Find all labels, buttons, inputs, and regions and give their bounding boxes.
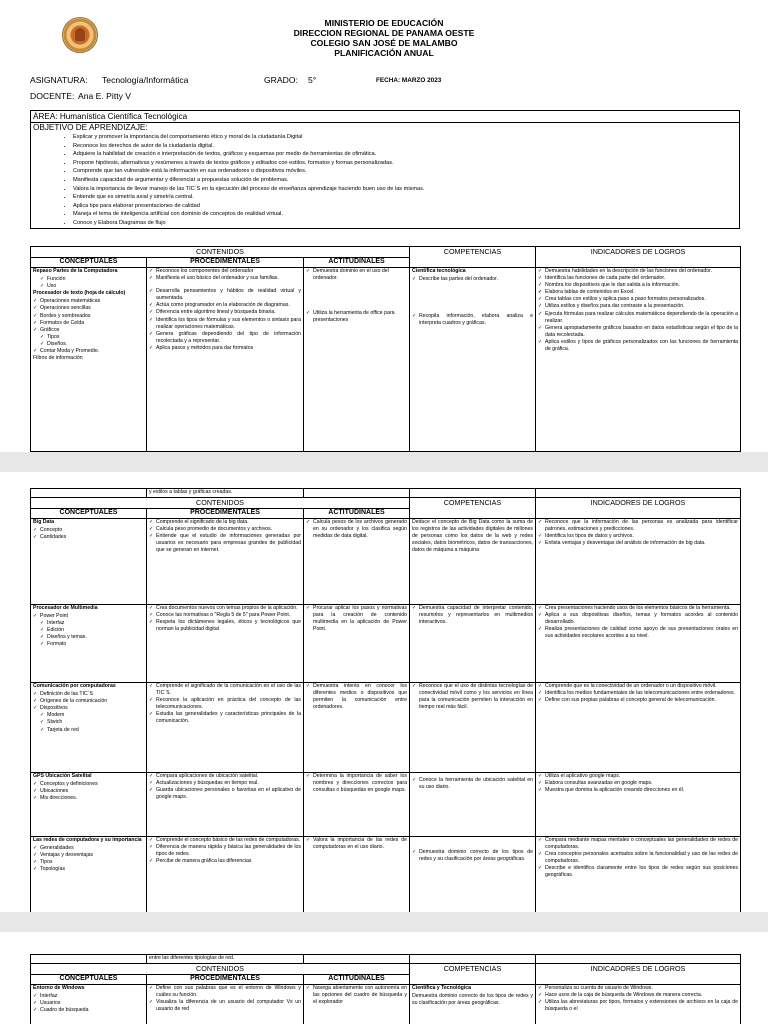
area-line: ÁREA: Humanística Científica Tecnológica — [31, 111, 739, 123]
table-row — [31, 985, 741, 1024]
list-item: ✓ Power Point — [33, 613, 144, 620]
list-item: ✓ Diseños. — [33, 341, 144, 348]
competencias-cell — [410, 985, 536, 1024]
competencias-cell — [410, 683, 536, 773]
list-item: ✓ Reconoce la aplicación en práctica del concepto de las telecomunicaciones. — [149, 697, 301, 711]
competencia-title: Científica y Tecnológica — [412, 985, 471, 991]
table-row — [31, 773, 741, 837]
conceptuales-cell — [31, 268, 147, 452]
list-item: ✓ Valora la importancia de las redes de computadoras en el uso diario. — [306, 837, 407, 851]
list-item: ✓ Compara mediante mapas mentales o conceptuales las generalidades de redes de computadoras. — [538, 837, 738, 851]
competencias-cell — [410, 268, 536, 452]
list-item: ✓ Elabora consultas avanzadas en google maps. — [538, 780, 738, 787]
list-item: ✓ Reconoce los componentes del ordenador — [149, 268, 301, 275]
header-line-4: PLANIFICACIÓN ANUAL — [334, 48, 434, 58]
procedimentales-cell — [147, 683, 304, 773]
topic-title: GPS Ubicación Satelital — [33, 773, 92, 779]
topic-title: Entorno de Windows — [33, 985, 85, 991]
list-item: ✓ Modem — [33, 712, 144, 719]
plan-table-1 — [30, 246, 741, 452]
list-item: ✓ Comprende el concepto básico de las redes de computadoras. — [149, 837, 301, 844]
list-item: ✓ Tarjeta de red — [33, 727, 144, 734]
list-item: ✓ Describe e identifica claramente entre los tipos de redes según sus posiciones geográficas. — [538, 865, 738, 879]
procedimentales-cell — [147, 985, 304, 1024]
document-header — [0, 18, 768, 58]
table-row — [31, 683, 741, 773]
list-item: ✓ Demuestra habilidades en la descripción de las funciones del ordenador. — [538, 268, 738, 275]
actitudinales-cell — [304, 683, 410, 773]
list-item: ✓ Desarrolla pensamientos y hábitos de realidad virtual y aumentada. — [149, 288, 301, 302]
list-item: ✓ Calcula pesos de los archivos generado en su ordenador y los clasifica según medidas de data digital. — [306, 519, 407, 540]
list-item: ✓ Demuestra interés en conocer los diferentes medios o dispositivos que permiten la comunicación entre ordenadores. — [306, 683, 407, 711]
procedimentales-cell — [147, 773, 304, 837]
list-item: ✓ Reconoce que la información de las personas es analizada para identificar patrones, estimaciones y predicciones. — [538, 519, 738, 533]
table-row — [31, 605, 741, 683]
actitudinales-cell — [304, 773, 410, 837]
indicadores-cell — [536, 605, 741, 683]
objetivo-item: • Explicar y promover la importancia del comportamiento ético y moral de la ciudadanía Digital — [73, 133, 739, 142]
topic-title: Comunicación por computadoras — [33, 683, 116, 689]
list-item: ✓ Dispositivos — [33, 705, 144, 712]
objetivo-item: • Entiende que es simetría axial y simetría central. — [73, 193, 739, 202]
list-item: ✓ Utiliza las abreviaturas por tipos, formatos y extensiones de archivos en la caja de búsqueda o el — [538, 999, 738, 1013]
list-item: ✓ Diferencia entre algoritmo lineal y búsqueda binaria. — [149, 309, 301, 316]
list-item: ✓ Genera gráficas dependiendo del tipo de información recolectada y a representar. — [149, 331, 301, 345]
conceptuales-head: CONCEPTUALES — [31, 509, 147, 519]
list-item: ✓ Identifica los medios fundamentales de las telecomunicaciones entre ordenadores. — [538, 690, 738, 697]
conceptuales-head: CONCEPTUALES — [31, 975, 147, 985]
list-item: ✓ Definición de las TIC´S — [33, 691, 144, 698]
conceptuales-cell — [31, 519, 147, 605]
plan-table-2 — [30, 488, 741, 912]
indicadores-cell — [536, 519, 741, 605]
indicadores-cell — [536, 985, 741, 1024]
list-item: ✓ Entiende que el estudio de informaciones generadas por usuarios es necesario para empresas grandes de publicidad que se generan en internet. — [149, 533, 301, 554]
actitudinales-head: ACTITUDINALES — [304, 258, 410, 268]
conceptuales-cell — [31, 683, 147, 773]
list-item: ✓ Identifica los tipos de datos y archivos. — [538, 533, 738, 540]
objetivos-list — [31, 133, 739, 228]
asignatura-label: ASIGNATURA: — [30, 75, 88, 85]
competencias-head: COMPETENCIAS — [410, 498, 536, 519]
grado-label: GRADO: — [264, 75, 298, 85]
actitudinales-cell — [304, 605, 410, 683]
list-item: ✓ Ubicaciones — [33, 788, 144, 795]
list-item: ✓ Reconoce que el uso de distintas tecnologías de conectividad móvil como y los servicios en línea para la comunicación permiten la interacción en tiempo real más fácil. — [412, 683, 533, 711]
list-item: ✓ Aplica pasos y métodos para dar formatos — [149, 345, 301, 352]
objetivo-item: • Maneja el tema de inteligencia artificial con dominio de conceptos de realidad virtual. — [73, 210, 739, 219]
list-item: ✓ Tipos — [33, 859, 144, 866]
indicadores-cell — [536, 773, 741, 837]
list-item: ✓ Bordes y sombreados — [33, 313, 144, 320]
list-item: ✓ Uso — [33, 283, 144, 290]
list-item: ✓ Actúa como programador en la elaboración de diagramas. — [149, 302, 301, 309]
list-item: ✓ Describe las partes del ordenador. — [412, 276, 533, 283]
topic-title: Big Data — [33, 519, 55, 525]
procedimentales-cell — [147, 268, 304, 452]
competencia-text: Demuestra dominio correcto de los tipos de redes y su clasificación por áreas geográficas. — [412, 993, 533, 1007]
contenidos-head: CONTENIDOS — [31, 247, 410, 258]
list-item: ✓ Conoce la herramienta de ubicación satelital en su uso diario. — [412, 777, 533, 791]
list-item: ✓ Personaliza su cuenta de usuario de Windows. — [538, 985, 738, 992]
conceptuales-cell — [31, 773, 147, 837]
list-item: ✓ Visualiza la diferencia de un usuario del computador Vs un usuario de red — [149, 999, 301, 1013]
list-item: ✓ Comprende que es la conectividad de un ordenador o un dispositivo móvil. — [538, 683, 738, 690]
list-item: ✓ Crea tablas con estilos y aplica paso a paso formatos personalizados. — [538, 296, 738, 303]
list-item: ✓ Stwich — [33, 719, 144, 726]
indicadores-head: INDICADORES DE LOGROS — [536, 247, 741, 268]
objetivo-item: • Aplica tips para elaborar presentaciones de calidad — [73, 202, 739, 211]
objetivo-title: OBJETIVO DE APRENDIZAJE: — [33, 123, 148, 132]
list-item: ✓ Demuestra dominio correcto de los tipos de redes y su clasificación por áreas geográficas. — [412, 849, 533, 863]
indicadores-cell — [536, 683, 741, 773]
docente-label: DOCENTE: — [30, 91, 75, 101]
asignatura-value: Tecnología/Informática — [102, 75, 189, 85]
list-item: ✓ Genera apropiadamente gráficos basados en datos estadísticas según el tipo de la data recolectada. — [538, 325, 738, 339]
list-item: ✓ Determina la importancia de saber los nombres y direcciones correctos para consultas o búsquedas en google maps. — [306, 773, 407, 794]
list-item: ✓ Guarda ubicaciones personales o favoritas en el aplicativo de google maps. — [149, 787, 301, 801]
competencias-cell: Deduce el concepto de Big Data como la suma de los registros de las actividades digitales de millones de personas como los datos de la web y redes sociales, datos biométricos, datos de transacciones, datos de máquina a máquina — [410, 519, 536, 605]
list-item: ✓ Diferencia de manera rápida y básica las generalidades de los tipos de redes. — [149, 844, 301, 858]
topic-title: Procesador de Multimedia — [33, 605, 98, 611]
competencias-cell — [410, 605, 536, 683]
list-item: ✓ Define con sus propias palabras el concepto general de telecomunicación. — [538, 697, 738, 704]
list-item: ✓ Formatos de Celda — [33, 320, 144, 327]
list-item: ✓ Usuarios — [33, 1000, 144, 1007]
list-item: ✓ Utiliza la herramienta de office para presentaciones — [306, 310, 407, 324]
objetivo-item: • Reconoce los derechos de autor de la ciudadanía digital. — [73, 142, 739, 151]
list-item: ✓ Tipos — [33, 334, 144, 341]
list-item: ✓ Recopila información, elabora analiza e interpreta cuadros y gráficas. — [412, 313, 533, 327]
page-3 — [0, 932, 768, 1024]
list-item: ✓ Crea documentos nuevos con temas propios de la aplicación. — [149, 605, 301, 612]
list-item: ✓ Conoce las normativas o "Regla 5 de 5" para Power Point. — [149, 612, 301, 619]
header-line-3: COLEGIO SAN JOSÉ DE MALAMBO — [310, 38, 458, 48]
list-item: ✓ Identifica los tipos de fórmulas y sus elementos o sintaxis para realizar operaciones matemáticas. — [149, 317, 301, 331]
list-item: ✓ Ventajas y desventajas — [33, 852, 144, 859]
list-item: ✓ Crea conceptos personales acertados sobre la funcionalidad y uso de las redes de computadoras. — [538, 851, 738, 865]
list-item: ✓ Formato — [33, 641, 144, 648]
actitudinales-head: ACTITUDINALES — [304, 509, 410, 519]
list-item: ✓ Navega abiertamente con autonomía en las opciones del cuadro de búsqueda y el explorador — [306, 985, 407, 1006]
list-item: ✓ Cuadro de búsqueda — [33, 1007, 144, 1014]
list-item: ✓ Orígenes de la comunicación — [33, 698, 144, 705]
objetivo-item: • Propone hipótesis, alternativas y resúmenes a través de textos gráficos y editados con estilos, formatos y formas personalizadas. — [73, 159, 739, 168]
list-item: ✓ Contar Moda y Promedio. — [33, 348, 144, 355]
list-item: ✓ Edición — [33, 627, 144, 634]
objetivo-item: • Conoce y Elabora Diagramas de flujo — [73, 219, 739, 228]
competencia-title: Científica tecnológica — [412, 268, 466, 274]
page-2 — [0, 472, 768, 912]
list-item: ✓ Cantidades — [33, 534, 144, 541]
list-item: ✓ Actualizaciones y búsquedas en tiempo real. — [149, 780, 301, 787]
list-item: ✓ Realiza presentaciones de calidad como apoyo de sus presentaciones orales en sus actividades escolares acordes a su nivel. — [538, 626, 738, 640]
actitudinales-cell — [304, 837, 410, 913]
list-item: ✓ Estudia las generalidades y características principales de la comunicación. — [149, 711, 301, 725]
list-item: ✓ Diseños y temas. — [33, 634, 144, 641]
area-box — [30, 110, 740, 229]
list-item: ✓ Conceptos y definiciones — [33, 781, 144, 788]
procedimentales-head: PROCEDIMENTALES — [147, 258, 304, 268]
list-item: ✓ Concepto — [33, 527, 144, 534]
indicadores-head: INDICADORES DE LOGROS — [536, 498, 741, 519]
topic-title: Repaso Partes de la Computadora — [33, 268, 118, 274]
list-item: ✓ Aplica estilos y tipos de gráficos personalizados con las funciones de herramienta de gráfica. — [538, 339, 738, 353]
fecha: FECHA: MARZO 2023 — [376, 77, 442, 84]
list-item: ✓ Interfaz — [33, 993, 144, 1000]
contenidos-head: CONTENIDOS — [31, 498, 410, 509]
procedimentales-head: PROCEDIMENTALES — [147, 509, 304, 519]
list-item: ✓ Identifica las funciones de cada parte del ordenador. — [538, 275, 738, 282]
header-line-1: MINISTERIO DE EDUCACIÓN — [324, 18, 444, 28]
indicadores-cell — [536, 837, 741, 913]
actitudinales-cell — [304, 519, 410, 605]
list-item: ✓ Interfaz — [33, 620, 144, 627]
topic-extra: Filtros de información — [33, 355, 83, 362]
header-line-2: DIRECCION REGIONAL DE PANAMA OESTE — [293, 28, 475, 38]
list-item: ✓ Utiliza el aplicativo google maps. — [538, 773, 738, 780]
list-item: ✓ Operaciones matemáticas — [33, 298, 144, 305]
list-item: ✓ Gráficos — [33, 327, 144, 334]
page-1 — [0, 0, 768, 452]
list-item: ✓ Enlista ventajas y desventajas del análisis de información de big data. — [538, 540, 738, 547]
list-item: ✓ Nombra los dispositivos que le dan salida a la información. — [538, 282, 738, 289]
list-item: ✓ Comprende el significado de la comunicación en el uso de las TIC´S. — [149, 683, 301, 697]
competencias-head: COMPETENCIAS — [410, 247, 536, 268]
list-item: ✓ Topologías — [33, 866, 144, 873]
list-item: ✓ Utiliza estilos y diseños para dar contraste a la presentación. — [538, 303, 738, 310]
procedimentales-cell — [147, 519, 304, 605]
conceptuales-head: CONCEPTUALES — [31, 258, 147, 268]
carry-over-text: y estilos a tablas y gráficas creadas. — [147, 489, 304, 498]
procedimentales-head: PROCEDIMENTALES — [147, 975, 304, 985]
list-item: ✓ Elabora tablas de contenidos en Excel. — [538, 289, 738, 296]
actitudinales-cell — [304, 985, 410, 1024]
grado-value: 5° — [308, 75, 317, 85]
list-item: ✓ Demuestra capacidad de interpretar contenido, resumirlos y representarlos en multimedios interactivos. — [412, 605, 533, 626]
list-item: ✓ Aplica a sus dispositivas diseños, temas y formatos acordes al contenido desarrollado. — [538, 612, 738, 626]
conceptuales-cell — [31, 837, 147, 913]
docente-value: Ana E. Pitty V — [78, 91, 132, 101]
list-item: ✓ Mis direcciones. — [33, 795, 144, 802]
list-item: ✓ Generalidades — [33, 845, 144, 852]
objetivo-item: • Comprende que tan vulnerable está la información en sus ordenadores o dispositivos móviles. — [73, 167, 739, 176]
plan-table-3 — [30, 954, 741, 1024]
procedimentales-cell — [147, 837, 304, 913]
list-item: ✓ Comprende el significado de la big data. — [149, 519, 301, 526]
list-item: ✓ Respeta los dictámenes legales, éticos y tecnológicos que norman la publicidad digital — [149, 619, 301, 633]
competencias-cell — [410, 773, 536, 837]
table-row — [31, 837, 741, 913]
list-item: ✓ Hace usos de la caja de búsqueda de Windows de manera correcta. — [538, 992, 738, 999]
list-item: ✓ Muestra que domina la aplicación creando direcciones en él. — [538, 787, 738, 794]
actitudinales-cell — [304, 268, 410, 452]
list-item: ✓ Calcula peso promedio de documentos y archivos. — [149, 526, 301, 533]
list-item: ✓ Ejecuta fórmulas para realizar cálculos matemáticos dependiendo de la operación a realizar. — [538, 311, 738, 325]
list-item: ✓ Compara aplicaciones de ubicación satelital. — [149, 773, 301, 780]
conceptuales-cell — [31, 985, 147, 1024]
list-item: ✓ Operaciones sencillas — [33, 305, 144, 312]
list-item: ✓ Crea presentaciones haciendo usos de los elementos básicos de la herramienta. — [538, 605, 738, 612]
conceptuales-cell — [31, 605, 147, 683]
topic-title: Procesador de texto (hoja de cálculo) — [33, 290, 126, 297]
competencias-head: COMPETENCIAS — [410, 964, 536, 985]
topic-title: Las redes de computadora y su importancia — [33, 837, 142, 843]
list-item: ✓ Manifiesta el uso básico del ordenador y sus familias. — [149, 275, 301, 282]
contenidos-head: CONTENIDOS — [31, 964, 410, 975]
objetivo-item: • Manifiesta capacidad de argumentar y diferenciar a propuestas solución de problemas. — [73, 176, 739, 185]
actitudinales-head: ACTITUDINALES — [304, 975, 410, 985]
list-item: ✓ Define con sus palabras que es el entorno de Windows y cuáles su función. — [149, 985, 301, 999]
indicadores-cell — [536, 268, 741, 452]
list-item: ✓ Función — [33, 276, 144, 283]
carry-over-text: entre las diferentes tipologías de red. — [147, 955, 304, 964]
indicadores-head: INDICADORES DE LOGROS — [536, 964, 741, 985]
list-item: ✓ Percibe de manera gráfica las diferencias — [149, 858, 301, 865]
procedimentales-cell — [147, 605, 304, 683]
table-row — [31, 519, 741, 605]
objetivo-item: • Valora la importancia de llevar manejo de las TIC´S en la ejecución del proceso de enseñanza aprendizaje haciendo buen uso de las mismas. — [73, 185, 739, 194]
objetivo-item: • Adquiere la habilidad de creación e interpretación de textos, gráficos y esquemas por medio de herramientas de ofimática. — [73, 150, 739, 159]
list-item: ✓ Demuestra dominio en el uso del ordenador. — [306, 268, 407, 282]
list-item: ✓ Procurar aplicar los pasos y normativas para la creación de contenido multimedia en la aplicación de Power Point. — [306, 605, 407, 633]
competencias-cell — [410, 837, 536, 913]
